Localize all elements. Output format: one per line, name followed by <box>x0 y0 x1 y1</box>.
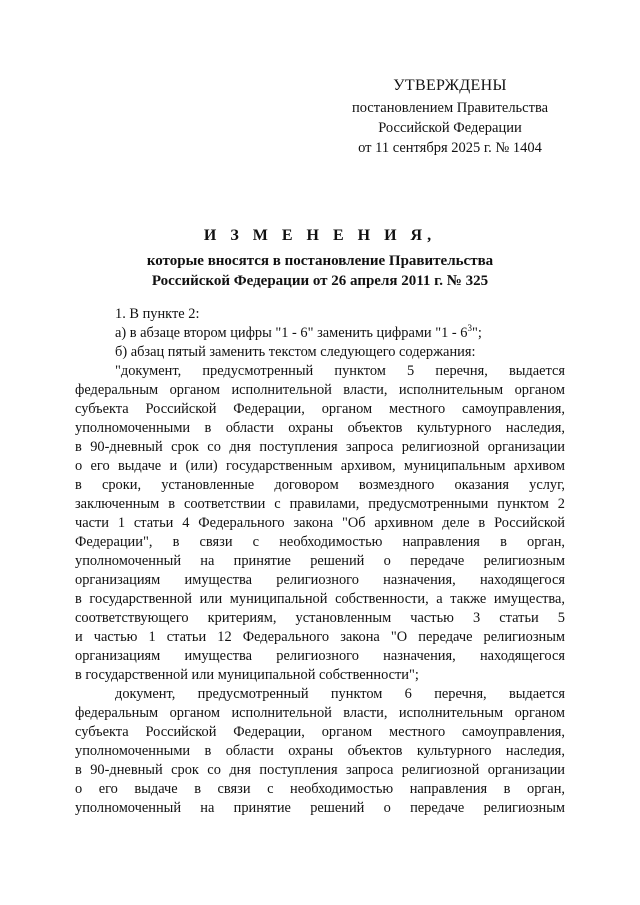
paragraph-1: 1. В пункте 2: <box>115 306 200 322</box>
quoted-paragraph-2 <box>75 685 565 818</box>
title-line-2: Российской Федерации от 26 апреля 2011 г. № 325 <box>151 273 489 289</box>
paragraph-2-tail: "; <box>472 325 482 341</box>
text-line: и частью 1 статьи 12 Федерального закона "О передаче религиозным <box>75 629 565 645</box>
text-line: федеральным органом исполнительной власти, исполнительным органом <box>75 382 565 398</box>
text-line: о его выдаче в связи с необходимостью направления в орган, <box>75 781 565 797</box>
text-line: уполномоченными в области охраны объектов культурного наследия, <box>75 420 565 436</box>
text-line: документ, предусмотренный пунктом 6 перечня, выдается <box>115 686 565 702</box>
paragraph-3: б) абзац пятый заменить текстом следующего содержания: <box>115 344 476 360</box>
paragraph-2 <box>75 324 565 343</box>
text-line: части 1 статьи 4 Федерального закона "Об архивном деле в Российской <box>75 515 565 531</box>
text-line: федеральным органом исполнительной власти, исполнительным органом <box>75 705 565 721</box>
text-line: субъекта Российской Федерации, органом местного самоуправления, <box>75 724 565 740</box>
approval-heading: УТВЕРЖДЕНЫ <box>393 77 507 94</box>
text-line: организациям имущества религиозного назначения, находящегося <box>75 572 565 588</box>
text-line: в 90-дневный срок со дня поступления запроса религиозной организации <box>75 439 565 455</box>
paragraph-2-superscript: 3 <box>467 323 472 334</box>
text-line: в государственной или муниципальной собственности"; <box>75 667 419 683</box>
document-title <box>75 226 565 291</box>
document-body <box>75 305 565 818</box>
text-line: субъекта Российской Федерации, органом местного самоуправления, <box>75 401 565 417</box>
text-line: в 90-дневный срок со дня поступления запроса религиозной организации <box>75 762 565 778</box>
text-line: организациям имущества религиозного назначения, находящегося <box>75 648 565 664</box>
approval-line-3: от 11 сентября 2025 г. № 1404 <box>358 140 542 156</box>
text-line: соответствующего критериям, установленным частью 3 статьи 5 <box>75 610 565 626</box>
title-line-1: которые вносятся в постановление Правительства <box>146 253 494 269</box>
text-line: уполномоченный на принятие решений о передаче религиозным <box>75 800 565 816</box>
approval-line-1: постановлением Правительства <box>351 100 549 116</box>
quoted-paragraph-1 <box>75 362 565 685</box>
approval-stamp <box>330 76 570 158</box>
text-line: уполномоченными в области охраны объектов культурного наследия, <box>75 743 565 759</box>
title-word: И З М Е Н Е Н И Я, <box>203 227 437 244</box>
text-line: заключенным в соответствии с правилами, предусмотренными пунктом 2 <box>75 496 565 512</box>
text-line: о его выдаче и (или) государственным архивом, муниципальным архивом <box>75 458 565 474</box>
approval-line-2: Российской Федерации <box>378 120 522 136</box>
text-line: в сроки, установленные договором возмездного оказания услуг, <box>75 477 565 493</box>
paragraph-2-text: а) в абзаце втором цифры "1 - 6" заменить цифрами "1 - 6 <box>115 325 468 341</box>
text-line: уполномоченный на принятие решений о передаче религиозным <box>75 553 565 569</box>
text-line: "документ, предусмотренный пунктом 5 перечня, выдается <box>115 363 565 379</box>
text-line: Федерации", в связи с необходимостью направления в орган, <box>75 534 565 550</box>
text-line: в государственной или муниципальной собственности, а также имущества, <box>75 591 565 607</box>
